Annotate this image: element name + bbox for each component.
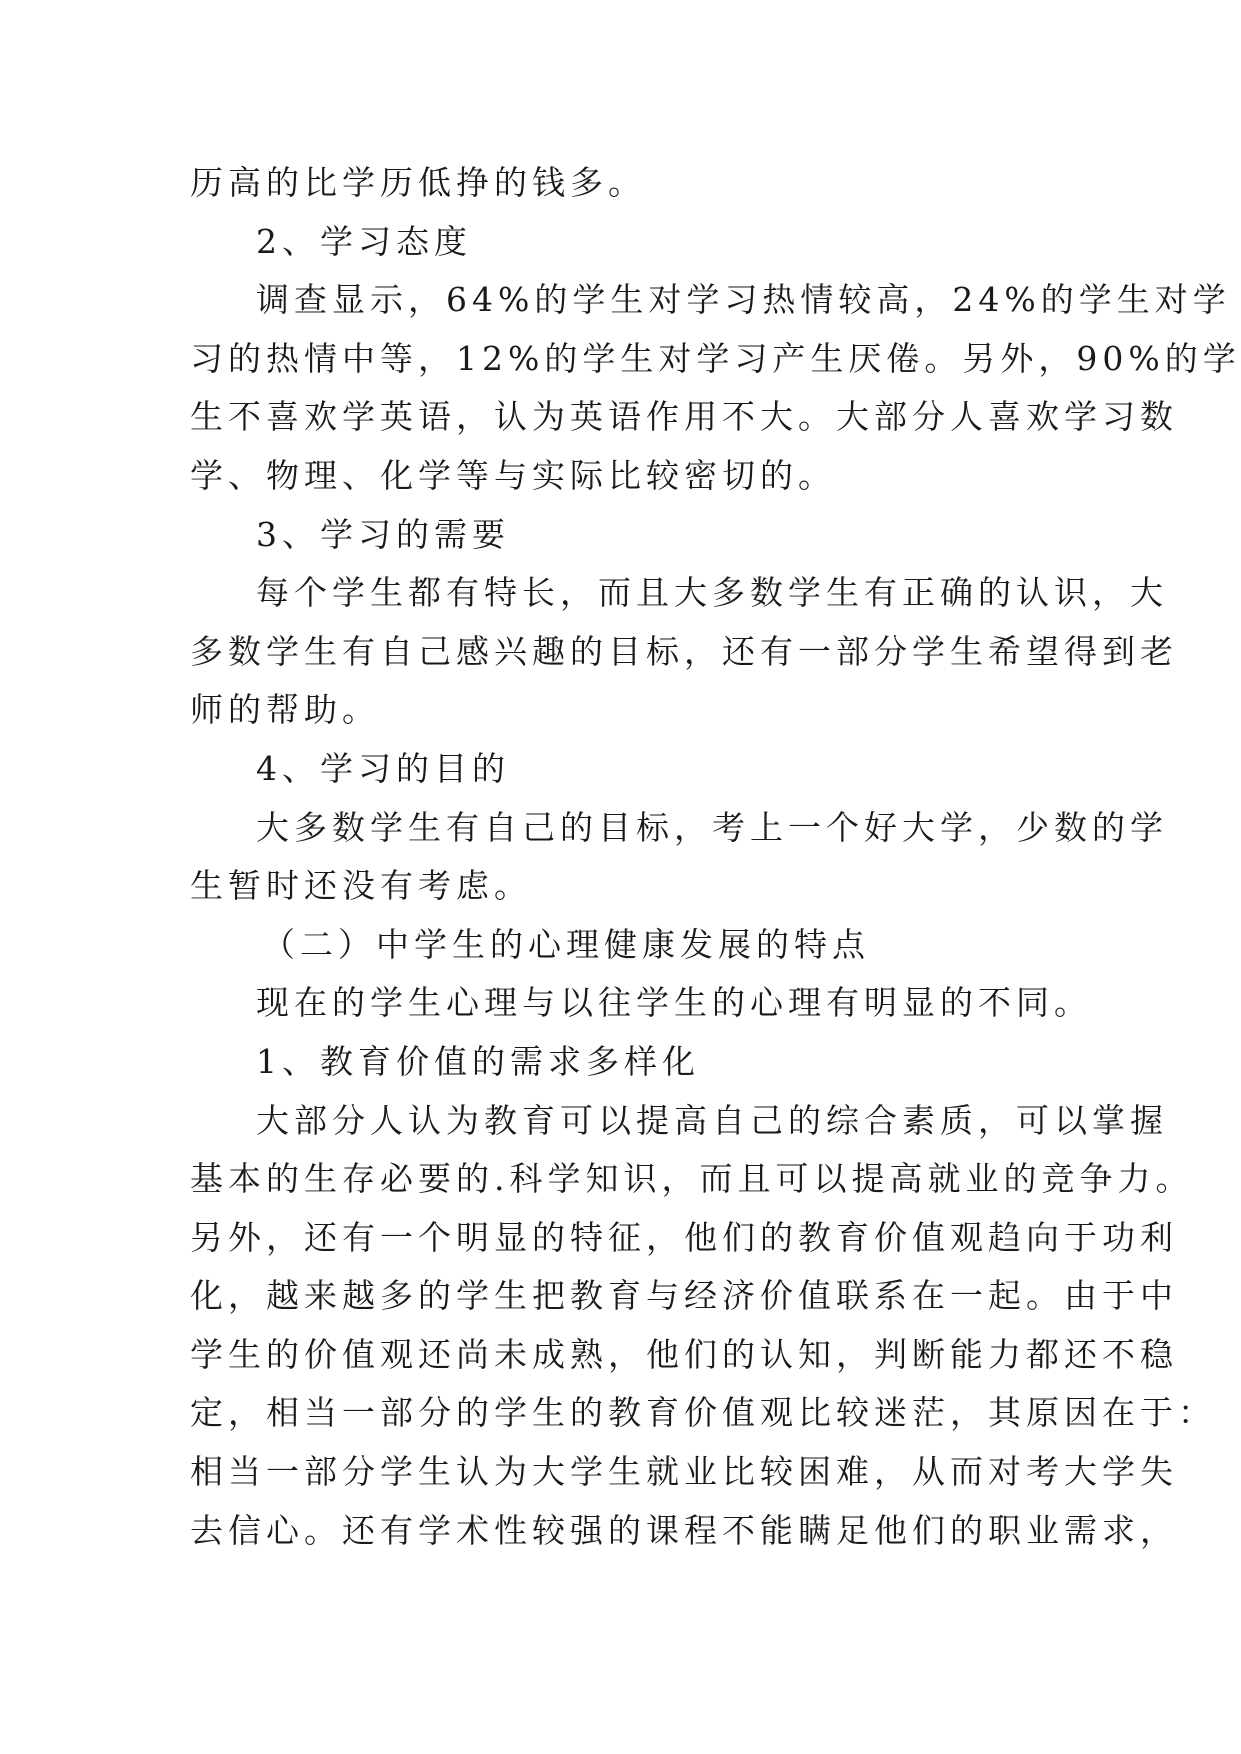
section-heading-learning-attitude: 2、学习态度 [256,221,472,261]
section-heading-learning-purpose: 4、学习的目的 [256,748,510,788]
body-text-line: 定，相当一部分的学生的教育价值观比较迷茫，其原因在于： [190,1393,1216,1433]
body-text-line: 习的热情中等，12%的学生对学习产生厌倦。另外，90%的学 [190,338,1241,378]
body-text-line: 另外，还有一个明显的特征，他们的教育价值观趋向于功利 [190,1217,1178,1257]
body-text-line: 生暂时还没有考虑。 [190,866,532,906]
section-heading-learning-needs: 3、学习的需要 [256,514,510,554]
body-text-line: 生不喜欢学英语，认为英语作用不大。大部分人喜欢学习数 [190,397,1178,437]
body-text-line: 每个学生都有特长，而且大多数学生有正确的认识，大 [256,573,1168,613]
body-text-line: 历高的比学历低挣的钱多。 [190,163,646,202]
body-text-line: 相当一部分学生认为大学生就业比较困难，从而对考大学失 [190,1452,1178,1492]
body-text-line: 学、物理、化学等与实际比较密切的。 [190,455,836,495]
section-heading-education-value: 1、教育价值的需求多样化 [256,1041,700,1081]
body-text-line: 基本的生存必要的.科学知识，而且可以提高就业的竞争力。 [190,1159,1194,1199]
body-text-line: 师的帮助。 [190,690,380,730]
body-text-line: 大多数学生有自己的目标，考上一个好大学，少数的学 [256,807,1168,847]
body-text-line: 去信心。还有学术性较强的课程不能瞒足他们的职业需求， [190,1510,1178,1550]
body-text-line: 化，越来越多的学生把教育与经济价值联系在一起。由于中 [190,1276,1178,1316]
body-text-line: 大部分人认为教育可以提高自己的综合素质，可以掌握 [256,1100,1168,1140]
body-text-line: 调查显示，64%的学生对学习热情较高，24%的学生对学 [256,280,1231,320]
body-text-line: 多数学生有自己感兴趣的目标，还有一部分学生希望得到老 [190,631,1178,671]
section-heading-psychological-features: （二）中学生的心理健康发展的特点 [262,924,870,964]
document-body [190,154,1241,1560]
body-text-line: 学生的价值观还尚未成熟，他们的认知，判断能力都还不稳 [190,1334,1178,1374]
body-text-line: 现在的学生心理与以往学生的心理有明显的不同。 [256,983,1092,1023]
